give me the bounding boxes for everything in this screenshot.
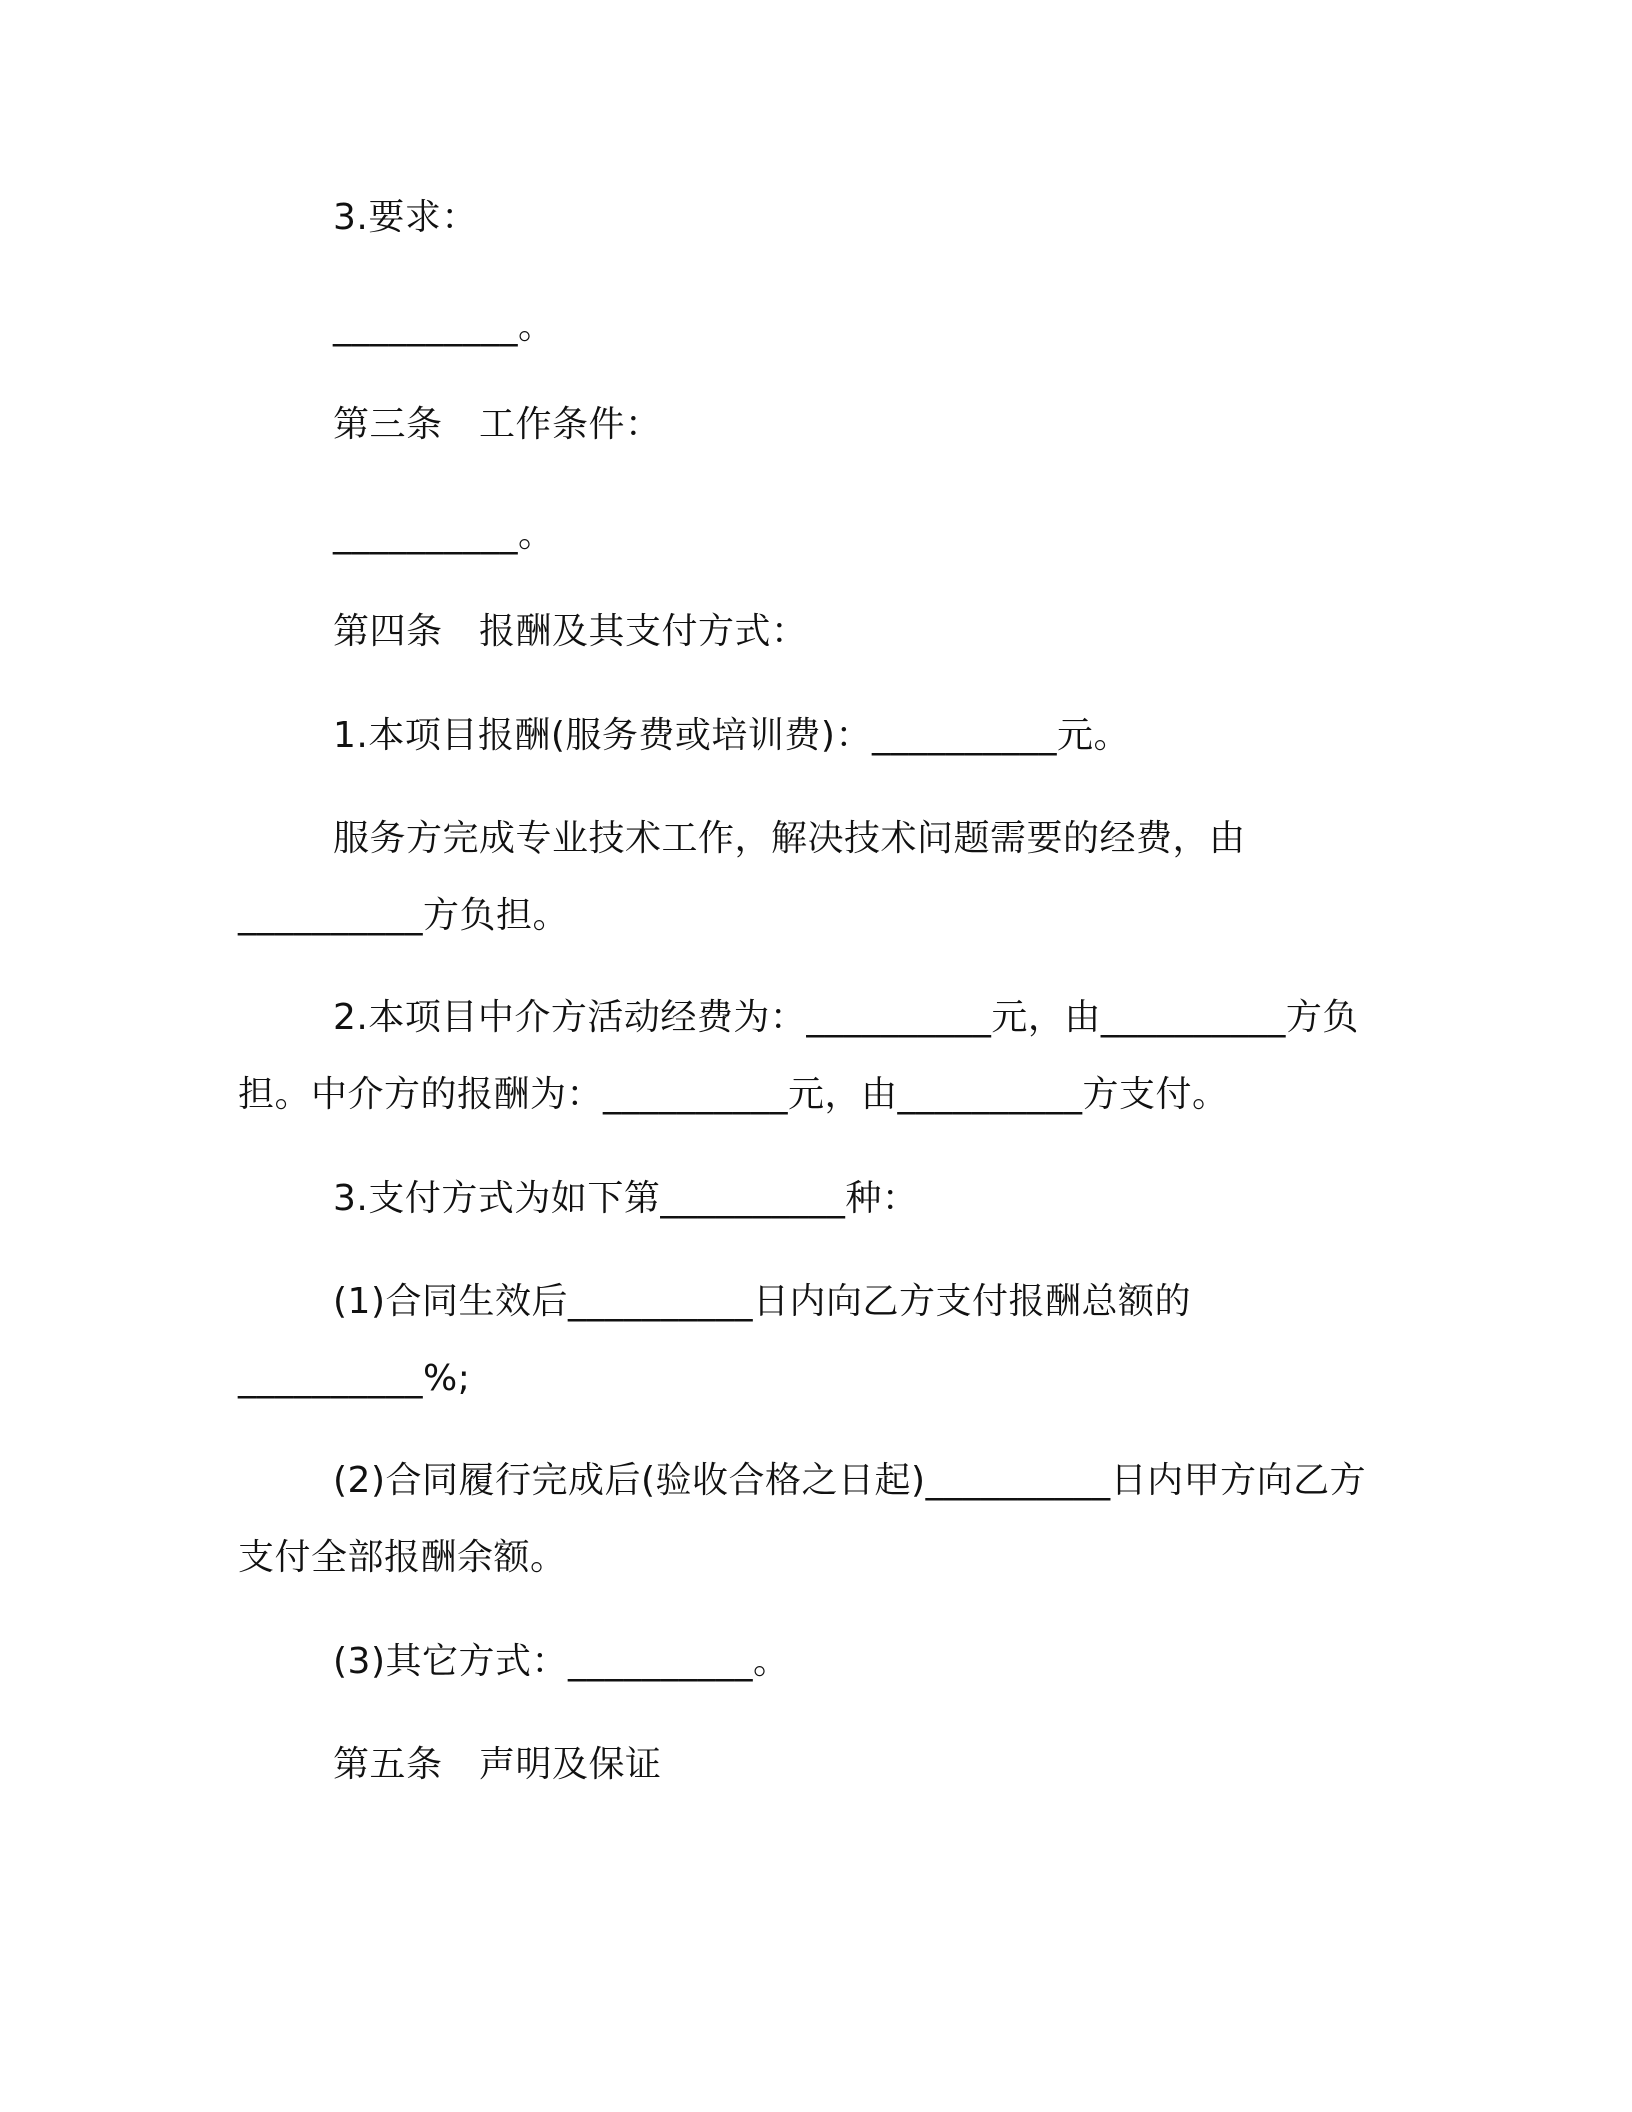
item-project-fee: 1.本项目报酬(服务费或培训费)：__________元。 [333,715,1130,756]
article-5-heading: 第五条 声明及保证 [333,1744,662,1785]
blank-work-conditions: __________。 [333,514,555,555]
item-intermediary-fee: 2.本项目中介方活动经费为：__________元，由__________方负 [333,997,1359,1038]
option-2: (2)合同履行完成后(验收合格之日起)__________日内甲方向乙方 [333,1460,1367,1501]
option-1-cont: __________%; [238,1358,471,1399]
article-3-heading: 第三条 工作条件： [333,404,662,445]
item-intermediary-fee-cont: 担。中介方的报酬为：__________元，由__________方支付。 [238,1074,1229,1115]
paragraph-funding-cont: __________方负担。 [238,895,570,936]
article-4-heading: 第四条 报酬及其支付方式： [333,611,808,652]
option-1: (1)合同生效后__________日内向乙方支付报酬总额的 [333,1281,1191,1322]
option-2-cont: 支付全部报酬余额。 [238,1537,567,1578]
item-requirements: 3.要求： [333,197,478,238]
blank-requirements: __________。 [333,306,555,347]
item-payment-method: 3.支付方式为如下第__________种： [333,1178,919,1219]
paragraph-funding: 服务方完成专业技术工作，解决技术问题需要的经费，由 [333,818,1246,859]
option-3: (3)其它方式：__________。 [333,1641,790,1682]
